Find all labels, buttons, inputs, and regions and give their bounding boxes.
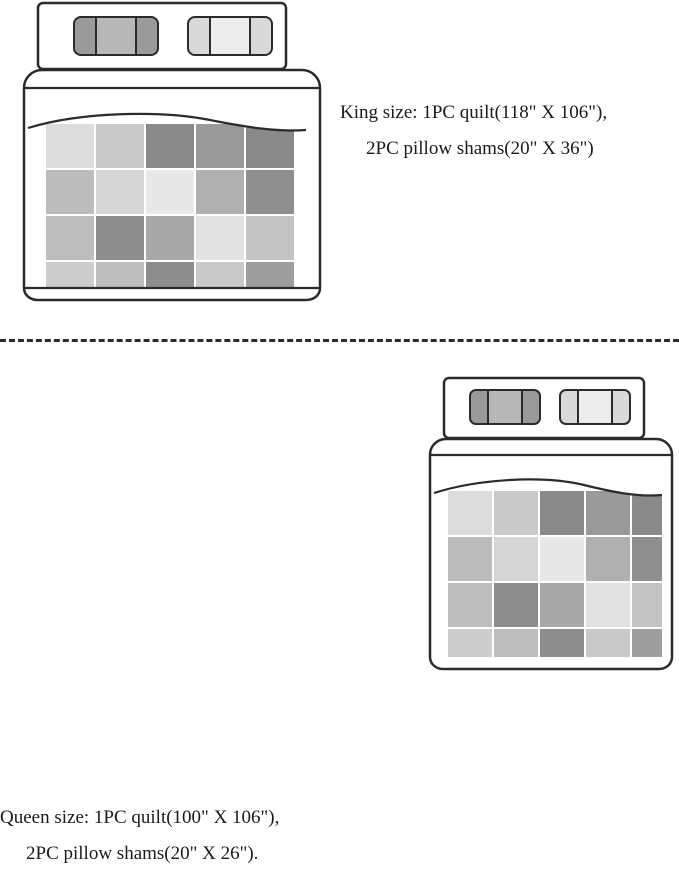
section-divider <box>0 339 679 342</box>
pillow-right-king <box>188 17 272 55</box>
queen-caption-line-2: 2PC pillow shams(20" X 26"). <box>26 843 259 865</box>
pillow-left-king <box>74 17 158 55</box>
pillow-left-queen <box>470 390 540 424</box>
pillow-right-queen <box>560 390 630 424</box>
king-caption-line-2: 2PC pillow shams(20" X 36") <box>366 138 594 160</box>
king-caption-line-1: King size: 1PC quilt(118" X 106"), <box>340 102 608 123</box>
queen-size-panel <box>0 345 679 865</box>
queen-caption-line-1: Queen size: 1PC quilt(100" X 106"), <box>0 807 280 828</box>
queen-size-caption <box>0 800 279 872</box>
king-quilt-pattern <box>28 108 318 294</box>
queen-bed-illustration <box>420 375 679 680</box>
king-bed-illustration <box>10 0 330 315</box>
king-size-caption <box>340 95 607 167</box>
king-size-panel <box>0 0 679 340</box>
queen-quilt-pattern <box>434 475 676 659</box>
